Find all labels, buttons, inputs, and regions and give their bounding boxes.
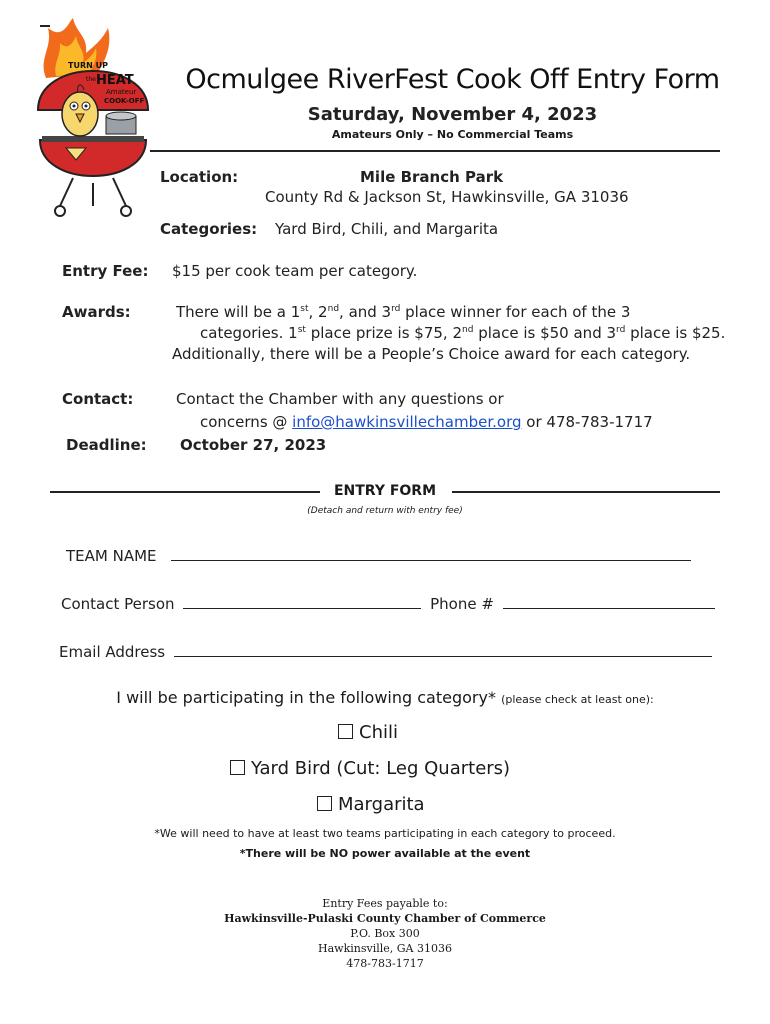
entry-fee-value: $15 per cook team per category. — [172, 262, 418, 280]
option-yard-bird[interactable] — [230, 758, 510, 779]
checkbox-yard-bird[interactable] — [230, 760, 245, 775]
footer-city: Hawkinsville, GA 31036 — [318, 942, 452, 955]
location-name: Mile Branch Park — [360, 168, 504, 186]
entry-rule-left — [50, 491, 320, 493]
entry-rule-right — [452, 491, 720, 493]
event-date: Saturday, November 4, 2023 — [307, 104, 598, 125]
option-chili[interactable] — [338, 722, 398, 743]
option-margarita-label: Margarita — [338, 794, 425, 815]
awards-line-2: categories. 1st place prize is $75, 2nd place is $50 and 3rd place is $25. — [200, 324, 726, 342]
footer-organization: Hawkinsville-Pulaski County Chamber of Commerce — [224, 912, 546, 925]
phone-label: Phone # — [430, 595, 494, 613]
logo-text-amateur: Amateur — [106, 88, 137, 96]
detach-note: (Detach and return with entry fee) — [307, 506, 463, 516]
team-name-row — [66, 546, 691, 565]
categories-label: Categories: — [160, 220, 258, 238]
cook-off-logo — [28, 18, 158, 223]
entry-form-title: ENTRY FORM — [333, 483, 437, 499]
participation-hint: (please check at least one): — [501, 693, 654, 706]
logo-text-the: the — [86, 76, 96, 83]
awards-line-1: There will be a 1st, 2nd, and 3rd place winner for each of the 3 — [176, 303, 631, 321]
grill-chicken-logo-icon — [28, 18, 158, 223]
footer-phone: 478-783-1717 — [346, 957, 424, 970]
entry-fee-label: Entry Fee: — [62, 262, 149, 280]
contact-label: Contact: — [62, 390, 134, 408]
no-power-note: *There will be NO power available at the event — [239, 847, 531, 860]
categories-value: Yard Bird, Chili, and Margarita — [275, 220, 499, 238]
team-name-label: TEAM NAME — [66, 547, 157, 565]
option-yard-bird-label: Yard Bird (Cut: Leg Quarters) — [251, 758, 511, 779]
contact-line-2: concerns @ info@hawkinsvillechamber.org or 478-783-1717 — [200, 413, 653, 431]
contact-email-link[interactable]: info@hawkinsvillechamber.org — [292, 413, 522, 431]
contact-line-1: Contact the Chamber with any questions or — [176, 390, 504, 408]
contact-person-row — [61, 594, 715, 613]
email-row — [59, 642, 712, 661]
contact-person-field[interactable] — [183, 594, 421, 609]
deadline-value: October 27, 2023 — [180, 436, 327, 454]
team-name-field[interactable] — [171, 546, 691, 561]
location-label: Location: — [160, 168, 239, 186]
footer-po-box: P.O. Box 300 — [350, 927, 420, 940]
checkbox-margarita[interactable] — [317, 796, 332, 811]
page-title: Ocmulgee RiverFest Cook Off Entry Form — [185, 64, 720, 95]
logo-text-cookoff: COOK-OFF — [104, 97, 145, 105]
logo-text-turn-up: TURN UP — [68, 61, 108, 70]
deadline-label: Deadline: — [66, 436, 147, 454]
email-label: Email Address — [59, 643, 166, 661]
awards-label: Awards: — [62, 303, 131, 321]
option-margarita[interactable] — [317, 794, 425, 815]
phone-field[interactable] — [503, 594, 715, 609]
participation-text: I will be participating in the following category* — [116, 688, 496, 707]
logo-text-heat: HEAT — [96, 73, 134, 88]
location-address: County Rd & Jackson St, Hawkinsville, GA 31036 — [265, 188, 629, 206]
checkbox-chili[interactable] — [338, 724, 353, 739]
awards-line-3: Additionally, there will be a People’s Choice award for each category. — [172, 345, 691, 363]
option-chili-label: Chili — [359, 722, 398, 743]
email-field[interactable] — [174, 642, 712, 657]
amateur-note: Amateurs Only – No Commercial Teams — [331, 128, 574, 141]
footer-payable: Entry Fees payable to: — [322, 897, 448, 910]
contact-person-label: Contact Person — [61, 595, 175, 613]
header-divider — [150, 150, 720, 152]
participation-prompt — [60, 688, 710, 707]
minimum-teams-note: *We will need to have at least two teams participating in each category to proceed. — [154, 827, 616, 840]
